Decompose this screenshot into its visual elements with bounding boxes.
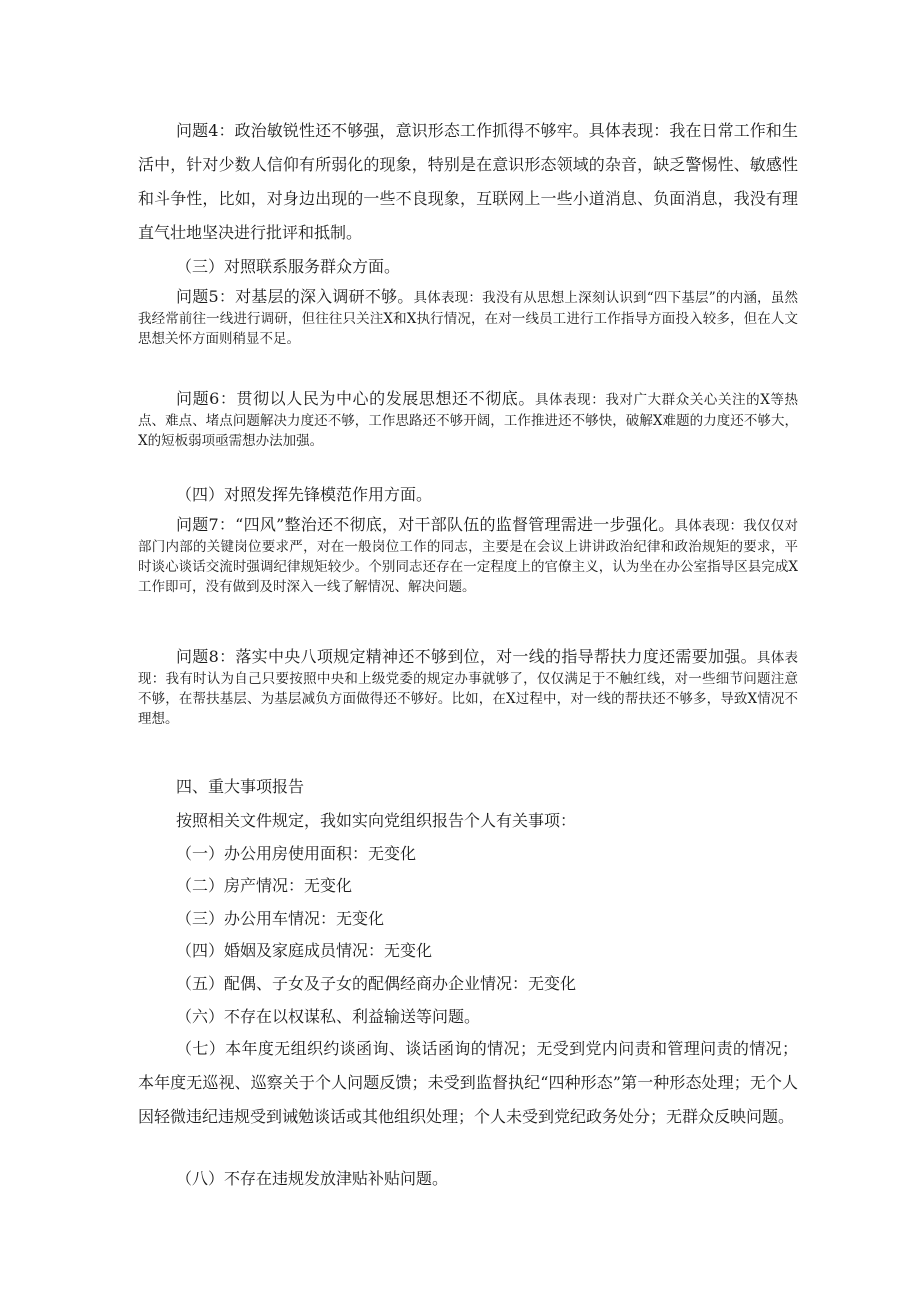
problem-4-paragraph — [138, 114, 798, 250]
problem-8-title: 问题8：落实中央八项规定精神还不够到位，对一线的指导帮扶力度还需要加强。 — [176, 647, 757, 666]
problem-5-detail: 具体表现：我没有从思想上深刻认识到“四下基层”的内涵，虽然我经常前往一线进行调研，但往往只关注X和X执行情况，在对一线员工进行工作指导方面投入较多，但在人文思想关怀方面则稍显不足。 — [138, 290, 798, 347]
report-intro: 按照相关文件规定，我如实向党组织报告个人有关事项： — [176, 811, 577, 830]
problem-7-paragraph — [138, 512, 798, 595]
report-item-4: （四）婚姻及家庭成员情况：无变化 — [176, 941, 433, 960]
report-item-6: （六）不存在以权谋私、利益输送等问题。 — [176, 1007, 481, 1026]
problem-5-title: 问题5：对基层的深入调研不够。 — [176, 287, 414, 306]
report-item-8: （八）不存在违规发放津贴补贴问题。 — [176, 1169, 449, 1188]
problem-7-detail: 具体表现：我仅仅对部门内部的关键岗位要求严，对在一般岗位工作的同志，主要是在会议上讲讲政治纪律和政治规矩的要求，平时谈心谈话交流时强调纪律规矩较少。个别同志还存在一定程度上的官僚主义，认为坐在办公室指导区县完成X工作即可，没有做到及时深入一线了解情况、解决问题。 — [138, 518, 799, 595]
heading-section-3: （三）对照联系服务群众方面。 — [176, 257, 401, 276]
problem-8-detail: 具体表现：我有时认为自己只要按照中央和上级党委的规定办事就够了，仅仅满足于不触红线，对一些细节问题注意不够，在帮扶基层、为基层减负方面做得还不够好。比如，在X过程中，对一线的帮扶还不够多，导致X情况不理想。 — [138, 650, 799, 727]
report-item-1: （一）办公用房使用面积：无变化 — [176, 844, 417, 863]
report-item-7: （七）本年度无组织约谈函询、谈话函询的情况；无受到党内问责和管理问责的情况；本年度无巡视、巡察关于个人问题反馈；未受到监督执纪“四种形态”第一种形态处理；无个人因轻微违纪违规受到诫勉谈话或其他组织处理；个人未受到党纪政务处分；无群众反映问题。 — [138, 1039, 798, 1126]
heading-section-4: （四）对照发挥先锋模范作用方面。 — [176, 485, 433, 504]
report-item-2: （二）房产情况：无变化 — [176, 876, 353, 895]
problem-6-detail: 具体表现：我对广大群众关心关注的X等热点、难点、堵点问题解决力度还不够，工作思路还不够开阔，工作推进还不够快，破解X难题的力度还不够大，X的短板弱项亟需想办法加强。 — [138, 392, 798, 449]
problem-6-paragraph — [138, 386, 798, 449]
problem-8-paragraph — [138, 644, 798, 727]
problem-7-title: 问题7：“四风”整治还不彻底，对干部队伍的监督管理需进一步强化。 — [176, 515, 675, 534]
report-item-5: （五）配偶、子女及子女的配偶经商办企业情况：无变化 — [176, 974, 577, 993]
problem-4-text: 问题4：政治敏锐性还不够强，意识形态工作抓得不够牢。具体表现：我在日常工作和生活中，针对少数人信仰有所弱化的现象，特别是在意识形态领域的杂音，缺乏警惕性、敏感性和斗争性，比如，对身边出现的一些不良现象，互联网上一些小道消息、负面消息，我没有理直气壮地坚决进行批评和抵制。 — [138, 121, 798, 242]
problem-6-title: 问题6：贯彻以人民为中心的发展思想还不彻底。 — [176, 389, 535, 408]
section-4-heading: 四、重大事项报告 — [176, 777, 305, 796]
report-item-3: （三）办公用车情况：无变化 — [176, 909, 385, 928]
problem-5-paragraph — [138, 284, 798, 347]
